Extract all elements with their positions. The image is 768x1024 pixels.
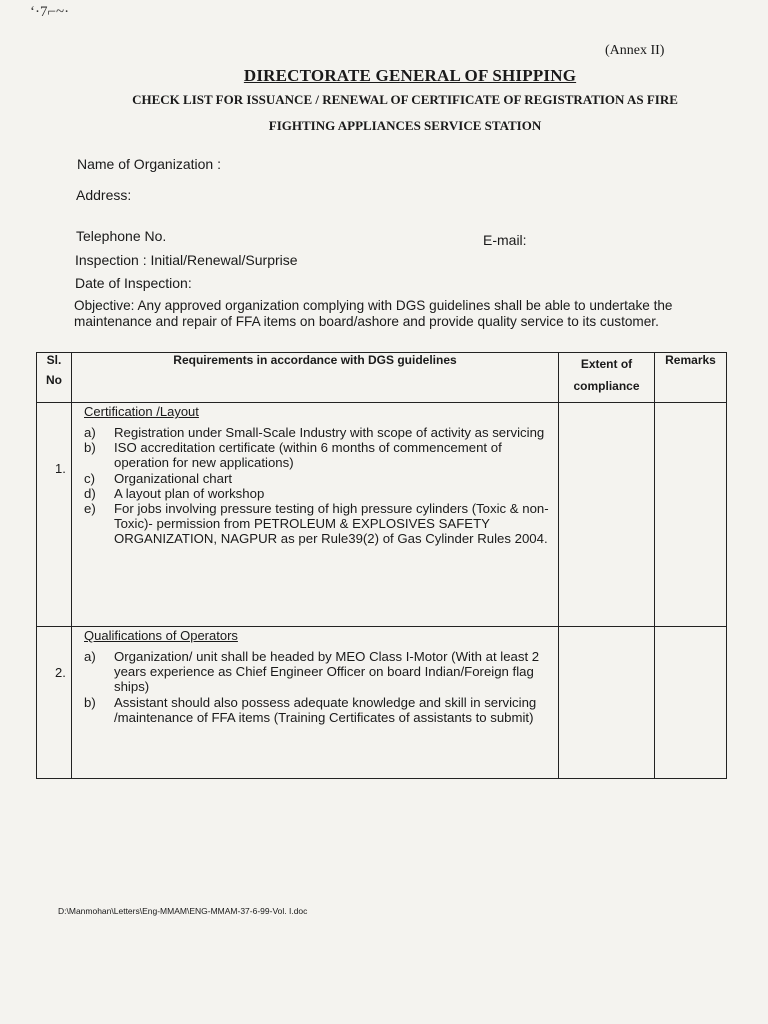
header-serial-number: Sl. No xyxy=(37,353,72,403)
extent-of-compliance-cell[interactable] xyxy=(559,627,655,779)
header-remarks: Remarks xyxy=(655,353,727,403)
subtitle-line-1: CHECK LIST FOR ISSUANCE / RENEWAL OF CERTIFICATE OF REGISTRATION AS FIRE xyxy=(132,92,678,107)
list-item: d) A layout plan of workshop xyxy=(84,485,265,501)
remarks-cell[interactable] xyxy=(655,627,727,779)
section-heading: Qualifications of Operators xyxy=(84,628,238,643)
telephone-label: Telephone No. xyxy=(76,228,167,244)
table-row xyxy=(37,627,727,779)
list-item: a) Registration under Small-Scale Industry with scope of activity as servicing xyxy=(84,425,545,440)
address-label: Address: xyxy=(76,187,132,203)
table-header-row xyxy=(37,353,727,403)
table-row xyxy=(37,403,727,627)
organization-name-label: Name of Organization : xyxy=(77,156,221,172)
list-item: b) ISO accreditation certificate (within 6 months of commencement of operation for new applications) xyxy=(84,440,502,471)
extent-of-compliance-cell[interactable] xyxy=(559,403,655,627)
list-item: e) For jobs involving pressure testing of high pressure cylinders (Toxic & non-Toxic)- permission from PETROLEUM & EXPLOSIVES SAFETY ORGANIZATION, NAGPUR as per Rule39(2) of Gas Cylinder Rules 2004. xyxy=(84,501,549,547)
header-requirements: Requirements in accordance with DGS guidelines xyxy=(72,353,559,403)
requirements-cell xyxy=(72,403,559,627)
handwritten-mark: ʻ·7⌐~· xyxy=(30,4,70,20)
file-path-footer: D:\Manmohan\Letters\Eng-MMAM\ENG-MMAM-37-6-99-Vol. I.doc xyxy=(58,906,308,916)
section-heading: Certification /Layout xyxy=(84,404,199,419)
objective-text: Objective: Any approved organization complying with DGS guidelines shall be able to undertake the maintenance and repair of FFA items on board/ashore and provide quality service to its customer. xyxy=(74,298,673,329)
requirements-cell xyxy=(72,627,559,779)
subtitle-line-2: FIGHTING APPLIANCES SERVICE STATION xyxy=(268,118,542,133)
header-extent-of-compliance: Extent of compliance xyxy=(559,353,655,403)
list-item: c) Organizational chart xyxy=(84,470,233,486)
checklist-table xyxy=(36,352,727,779)
inspection-date-label: Date of Inspection: xyxy=(75,275,192,291)
remarks-cell[interactable] xyxy=(655,403,727,627)
list-item: a) Organization/ unit shall be headed by MEO Class I-Motor (With at least 2 years experience as Chief Engineer Officer on board Indian/Foreign flag ships) xyxy=(84,649,540,695)
serial-cell: 2. xyxy=(37,627,72,779)
list-item: b) Assistant should also possess adequate knowledge and skill in servicing /maintenance of FFA items (Training Certificates of assistants to submit) xyxy=(84,694,537,725)
email-label: E-mail: xyxy=(483,232,527,248)
serial-cell: 1. xyxy=(37,403,72,627)
annex-label: (Annex II) xyxy=(605,43,665,58)
inspection-type-label: Inspection : Initial/Renewal/Surprise xyxy=(75,252,298,268)
page-title: DIRECTORATE GENERAL OF SHIPPING xyxy=(243,66,577,85)
